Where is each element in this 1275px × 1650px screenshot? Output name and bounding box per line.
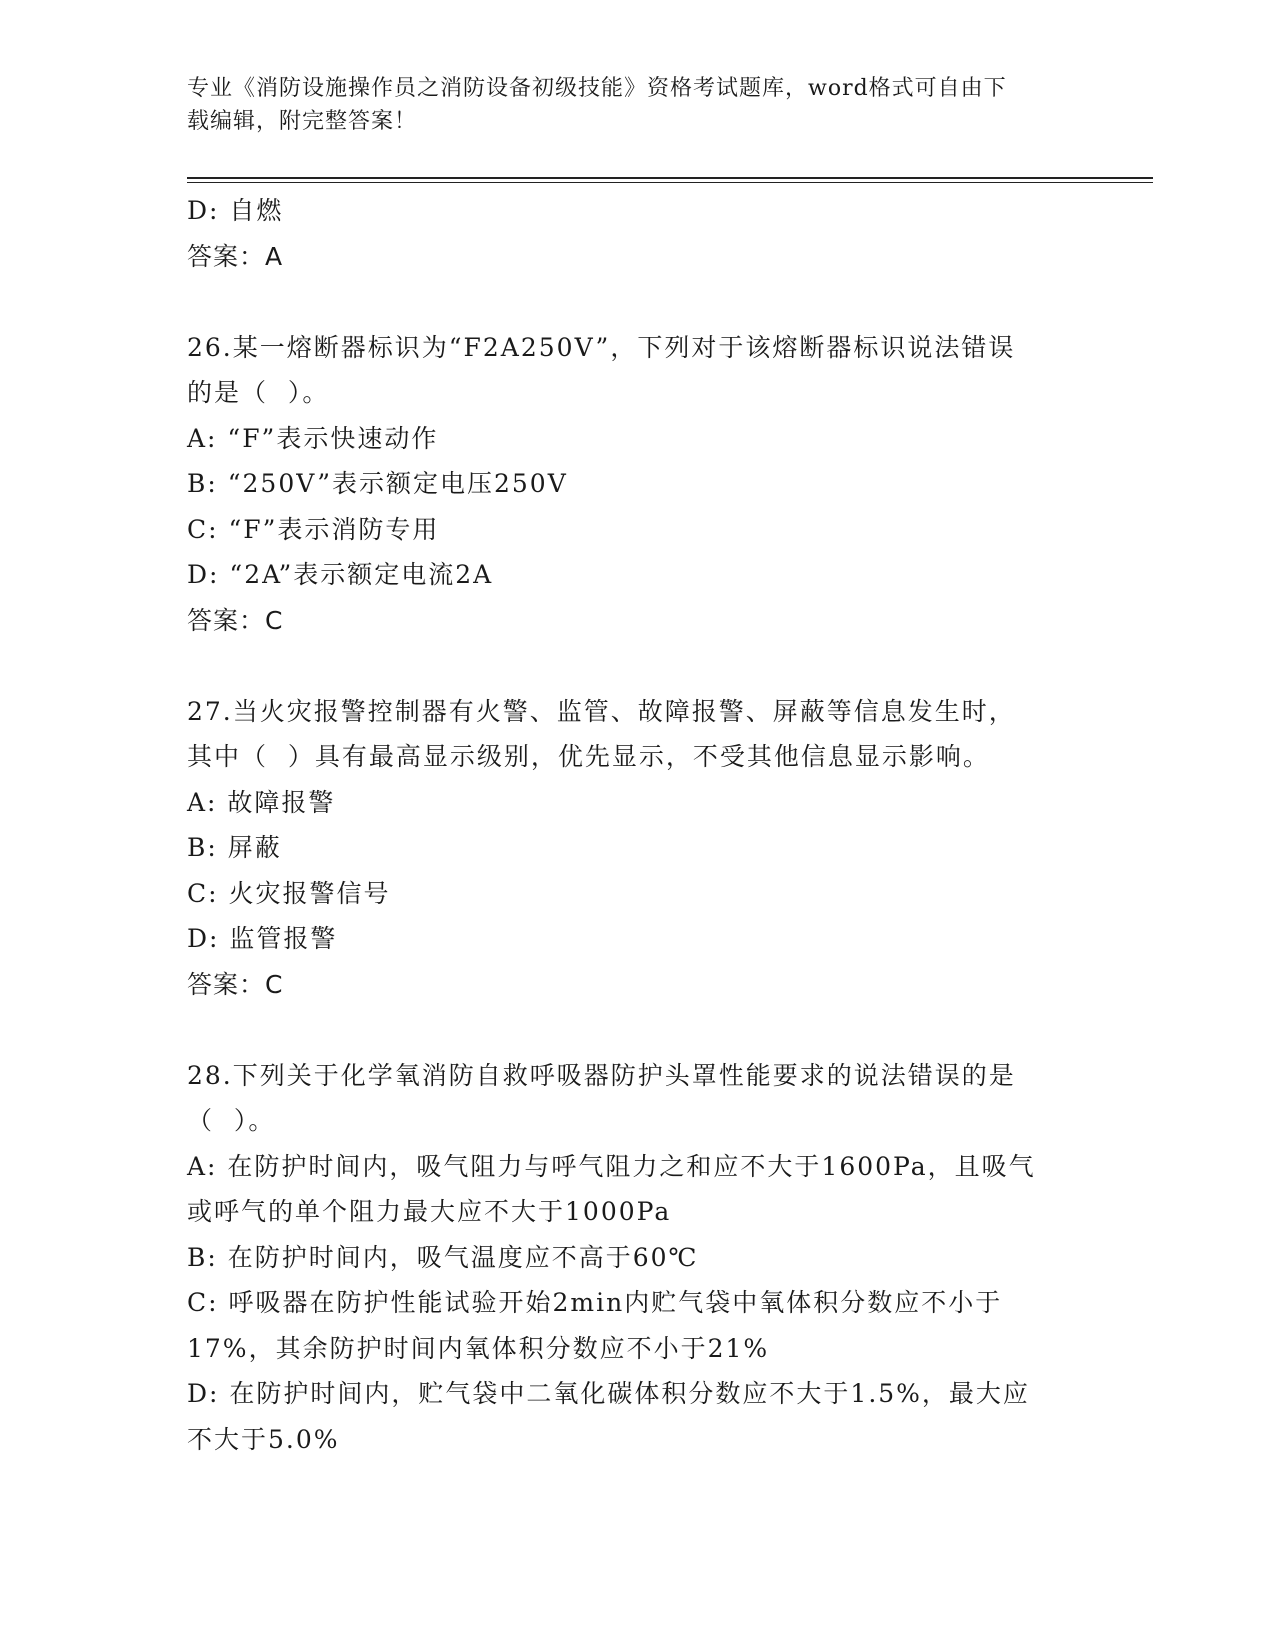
- option-a: A: 在防护时间内，吸气阻力与呼气阻力之和应不大于1600Pa，且吸气: [187, 1151, 1036, 1181]
- header-rule-thin: [187, 182, 1153, 183]
- answer: 答案：C: [187, 969, 284, 999]
- option-d: D: 监管报警: [187, 924, 338, 953]
- question-28: [187, 1053, 1087, 1463]
- question-stem-line: 的是（ ）。: [187, 378, 330, 407]
- option-c: C: 火灾报警信号: [187, 878, 391, 908]
- prev-option-d: D: 自燃: [187, 196, 284, 225]
- option-d-continued: 不大于5.0%: [187, 1424, 340, 1454]
- header-line-1: 专业《消防设施操作员之消防设备初级技能》资格考试题库，word格式可自由下: [187, 76, 1007, 101]
- option-b: B: “250V”表示额定电压250V: [187, 469, 568, 498]
- question-stem-line: （ ）。: [187, 1106, 276, 1135]
- document-header: [187, 72, 1087, 138]
- spacer: [187, 279, 1087, 325]
- question-26: [187, 325, 1087, 644]
- answer: 答案：C: [187, 605, 284, 635]
- question-stem-line: 26.某一熔断器标识为“F2A250V”，下列对于该熔断器标识说法错误: [187, 332, 1016, 362]
- option-c: C: “F”表示消防专用: [187, 514, 440, 544]
- question-stem-line: 其中（ ）具有最高显示级别，优先显示，不受其他信息显示影响。: [187, 742, 990, 771]
- header-line-2: 载编辑，附完整答案！: [187, 109, 418, 134]
- option-a: A: “F”表示快速动作: [187, 423, 439, 453]
- question-stem-line: 27.当火灾报警控制器有火警、监管、故障报警、屏蔽等信息发生时，: [187, 696, 1016, 726]
- header-rule-thick: [187, 177, 1153, 179]
- option-c-continued: 17%，其余防护时间内氧体积分数应不小于21%: [187, 1333, 770, 1363]
- option-c: C: 呼吸器在防护性能试验开始2min内贮气袋中氧体积分数应不小于: [187, 1288, 1003, 1317]
- spacer: [187, 643, 1087, 689]
- option-b: B: 在防护时间内，吸气温度应不高于60℃: [187, 1242, 699, 1272]
- spacer: [187, 1007, 1087, 1053]
- option-d: D: “2A”表示额定电流2A: [187, 560, 494, 589]
- option-a: A: 故障报警: [187, 787, 336, 817]
- question-stem-line: 28.下列关于化学氧消防自救呼吸器防护头罩性能要求的说法错误的是: [187, 1060, 1016, 1090]
- question-27: [187, 689, 1087, 1008]
- prev-answer: 答案：A: [187, 241, 284, 271]
- option-a-continued: 或呼气的单个阻力最大应不大于1000Pa: [187, 1197, 672, 1226]
- option-d: D: 在防护时间内，贮气袋中二氧化碳体积分数应不大于1.5%，最大应: [187, 1379, 1030, 1408]
- option-b: B: 屏蔽: [187, 833, 282, 862]
- document-body: [187, 188, 1087, 1462]
